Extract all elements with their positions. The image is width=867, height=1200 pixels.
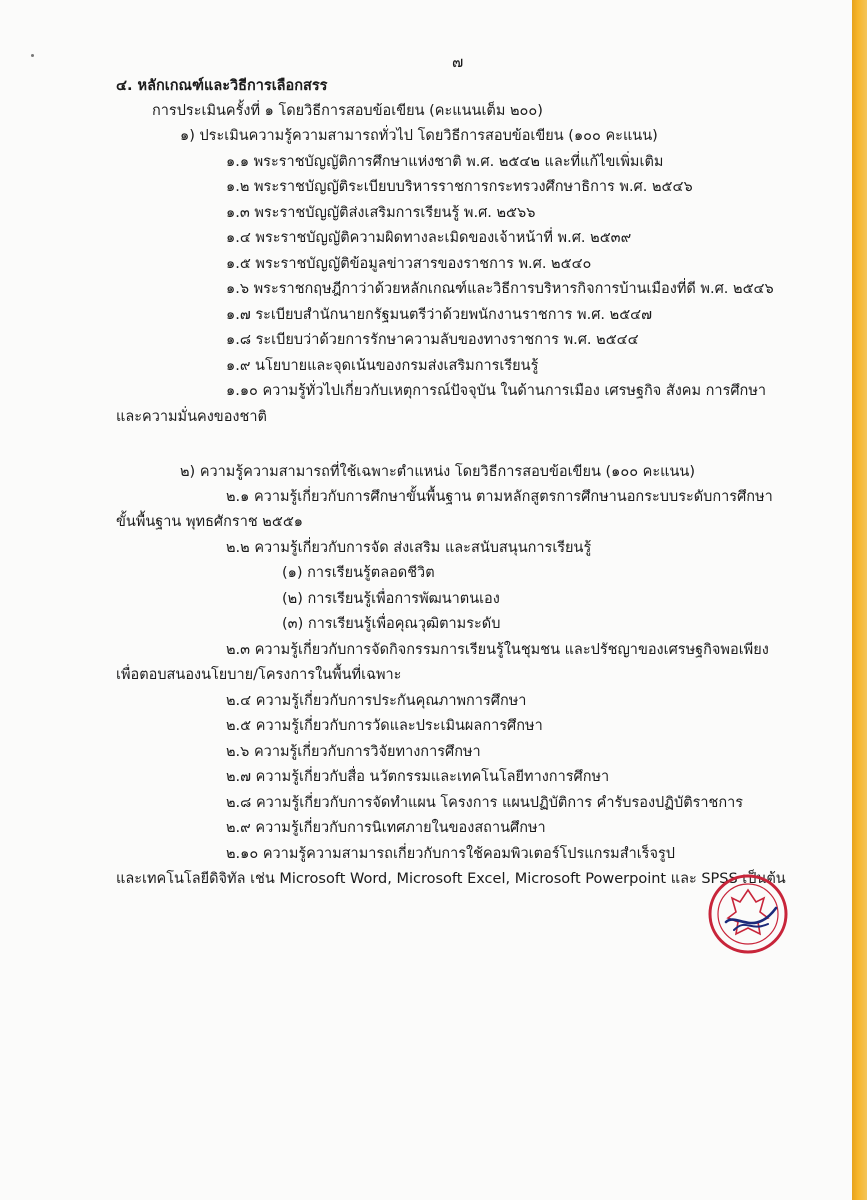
official-seal-stamp <box>706 872 790 956</box>
list-item: ๑.๕ พระราชบัญญัติข้อมูลข่าวสารของราชการ พ.ศ. ๒๕๔๐ <box>226 256 592 272</box>
list-item: ๑.๖ พระราชกฤษฎีกาว่าด้วยหลักเกณฑ์และวิธีการบริหารกิจการบ้านเมืองที่ดี พ.ศ. ๒๕๔๖ <box>226 281 774 297</box>
part1-title: ๑) ประเมินความรู้ความสามารถทั่วไป โดยวิธีการสอบข้อเขียน (๑๐๐ คะแนน) <box>180 128 658 144</box>
list-item: ๑.๑๐ ความรู้ทั่วไปเกี่ยวกับเหตุการณ์ปัจจุบัน ในด้านการเมือง เศรษฐกิจ สังคม การศึกษา <box>226 383 767 399</box>
list-item: ๑.๓ พระราชบัญญัติส่งเสริมการเรียนรู้ พ.ศ. ๒๕๖๖ <box>226 205 536 221</box>
sub-list-item: (๑) การเรียนรู้ตลอดชีวิต <box>282 565 435 581</box>
scan-speck <box>31 54 34 57</box>
list-item-continuation: และความมั่นคงของชาติ <box>116 409 267 425</box>
list-item: ๑.๗ ระเบียบสำนักนายกรัฐมนตรีว่าด้วยพนักงานราชการ พ.ศ. ๒๕๔๗ <box>226 307 653 323</box>
list-item: ๒.๔ ความรู้เกี่ยวกับการประกันคุณภาพการศึกษา <box>226 693 527 709</box>
list-item: ๒.๘ ความรู้เกี่ยวกับการจัดทำแผน โครงการ แผนปฏิบัติการ คำรับรองปฏิบัติราชการ <box>226 795 744 811</box>
list-item: ๒.๗ ความรู้เกี่ยวกับสื่อ นวัตกรรมและเทคโนโลยีทางการศึกษา <box>226 769 610 785</box>
list-item: ๒.๑ ความรู้เกี่ยวกับการศึกษาขั้นพื้นฐาน ตามหลักสูตรการศึกษานอกระบบระดับการศึกษา <box>226 489 773 505</box>
page-edge <box>852 0 867 1200</box>
seal-outer-ring <box>710 876 786 952</box>
section-heading: ๔. หลักเกณฑ์และวิธีการเลือกสรร <box>116 78 328 94</box>
sub-list-item: (๒) การเรียนรู้เพื่อการพัฒนาตนเอง <box>282 591 500 607</box>
list-item: ๒.๙ ความรู้เกี่ยวกับการนิเทศภายในของสถานศึกษา <box>226 820 546 836</box>
part2-title: ๒) ความรู้ความสามารถที่ใช้เฉพาะตำแหน่ง โดยวิธีการสอบข้อเขียน (๑๐๐ คะแนน) <box>180 464 695 480</box>
list-item-continuation: ขั้นพื้นฐาน พุทธศักราช ๒๕๕๑ <box>116 514 303 530</box>
seal-inner-ring <box>718 884 778 944</box>
list-item: ๒.๒ ความรู้เกี่ยวกับการจัด ส่งเสริม และสนับสนุนการเรียนรู้ <box>226 540 592 556</box>
list-item: ๑.๑ พระราชบัญญัติการศึกษาแห่งชาติ พ.ศ. ๒๕๔๒ และที่แก้ไขเพิ่มเติม <box>226 154 664 170</box>
list-item-continuation: และเทคโนโลยีดิจิทัล เช่น Microsoft Word, Microsoft Excel, Microsoft Powerpoint และ SPSS เป็นต้น <box>116 871 786 887</box>
list-item: ๒.๓ ความรู้เกี่ยวกับการจัดกิจกรรมการเรียนรู้ในชุมชน และปรัชญาของเศรษฐกิจพอเพียง <box>226 642 769 658</box>
signature-stroke <box>726 908 776 923</box>
assessment-intro: การประเมินครั้งที่ ๑ โดยวิธีการสอบข้อเขียน (คะแนนเต็ม ๒๐๐) <box>152 103 543 119</box>
garuda-emblem <box>728 890 768 934</box>
list-item: ๒.๖ ความรู้เกี่ยวกับการวิจัยทางการศึกษา <box>226 744 481 760</box>
list-item: ๒.๑๐ ความรู้ความสามารถเกี่ยวกับการใช้คอมพิวเตอร์โปรแกรมสำเร็จรูป <box>226 846 675 862</box>
list-item: ๑.๘ ระเบียบว่าด้วยการรักษาความลับของทางราชการ พ.ศ. ๒๕๔๔ <box>226 332 639 348</box>
list-item: ๑.๒ พระราชบัญญัติระเบียบบริหารราชการกระทรวงศึกษาธิการ พ.ศ. ๒๕๔๖ <box>226 179 693 195</box>
list-item: ๒.๕ ความรู้เกี่ยวกับการวัดและประเมินผลการศึกษา <box>226 718 543 734</box>
page-number: ๗ <box>452 53 464 71</box>
list-item-continuation: เพื่อตอบสนองนโยบาย/โครงการในพื้นที่เฉพาะ <box>116 667 402 683</box>
list-item: ๑.๙ นโยบายและจุดเน้นของกรมส่งเสริมการเรียนรู้ <box>226 358 539 374</box>
sub-list-item: (๓) การเรียนรู้เพื่อคุณวุฒิตามระดับ <box>282 616 501 632</box>
list-item: ๑.๔ พระราชบัญญัติความผิดทางละเมิดของเจ้าหน้าที่ พ.ศ. ๒๕๓๙ <box>226 230 632 246</box>
